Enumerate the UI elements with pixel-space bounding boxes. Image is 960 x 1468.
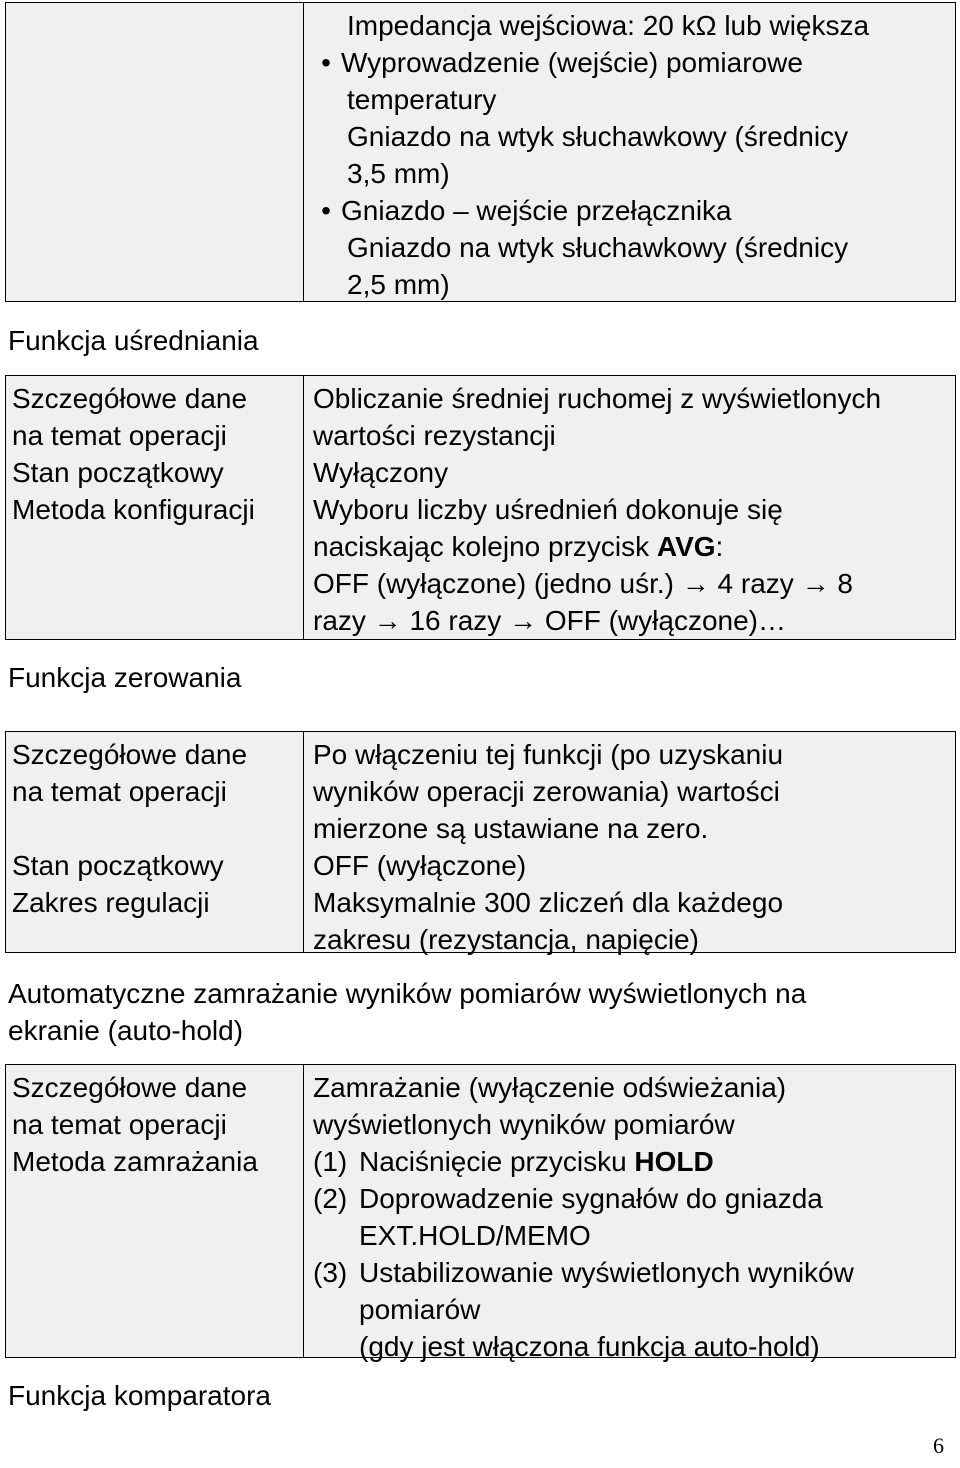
method-label: Metoda zamrażania bbox=[12, 1146, 258, 1177]
autohold-heading: Automatyczne zamrażanie wyników pomiarów wyświetlonych na ekranie (auto-hold) bbox=[8, 978, 807, 1046]
impedance-text: Impedancja wejściowa: 20 kΩ lub większa bbox=[347, 10, 870, 41]
bullet-text: Gniazdo na wtyk słuchawkowy (średnicy bbox=[347, 232, 849, 263]
avg-key-label: AVG bbox=[656, 531, 716, 562]
initial-label: Stan początkowy bbox=[12, 850, 224, 881]
zero-details-row bbox=[6, 736, 955, 847]
method-item-1: (1) Naciśnięcie przycisku HOLD bbox=[313, 1146, 714, 1177]
range-value: Maksymalnie 300 zliczeń dla każdego zakresu (rezystancja, napięcie) bbox=[313, 887, 784, 955]
bullet-temperature-input bbox=[311, 44, 951, 81]
bullet-text: Gniazdo na wtyk słuchawkowy (średnicy bbox=[347, 121, 849, 152]
autohold-details-row bbox=[6, 1069, 955, 1143]
bullet-text: 3,5 mm) bbox=[347, 158, 450, 189]
range-label: Zakres regulacji bbox=[12, 887, 210, 918]
method-item-3: (3) Ustabilizowanie wyświetlonych wyników pomiarów (gdy jest włączona funkcja auto-hold) bbox=[313, 1257, 854, 1362]
method-item-2: (2) Doprowadzenie sygnałów do gniazda EXT.HOLD/MEMO bbox=[313, 1183, 823, 1251]
zero-box bbox=[5, 731, 956, 953]
zero-initial-row bbox=[6, 847, 955, 884]
initial-value: OFF (wyłączone) bbox=[313, 850, 527, 881]
comparator-heading: Funkcja komparatora bbox=[8, 1380, 272, 1411]
bullet-switch-input bbox=[311, 192, 951, 229]
details-label: Szczegółowe dane na temat operacji bbox=[12, 739, 248, 807]
config-value: Wyboru liczby uśrednień dokonuje się naciskając kolejno przycisk AVG: OFF (wyłączone) (jedno uśr.) → 4 razy → 8 razy → 16 razy → OFF (wyłączone)… bbox=[313, 494, 853, 636]
column-divider bbox=[303, 3, 304, 301]
details-label: Szczegółowe dane na temat operacji bbox=[12, 383, 248, 451]
averaging-heading: Funkcja uśredniania bbox=[8, 325, 259, 356]
averaging-details-row bbox=[6, 380, 955, 454]
initial-value: Wyłączony bbox=[313, 457, 449, 488]
bullet-text: temperatury bbox=[347, 84, 497, 115]
bullet-text: Gniazdo – wejście przełącznika bbox=[341, 195, 732, 226]
hold-key-label: HOLD bbox=[634, 1146, 714, 1177]
bullet-text: Wyprowadzenie (wejście) pomiarowe bbox=[341, 47, 803, 78]
autohold-box bbox=[5, 1064, 956, 1362]
averaging-initial-row bbox=[6, 454, 955, 491]
config-label: Metoda konfiguracji bbox=[12, 494, 255, 525]
input-spec-box bbox=[5, 2, 956, 302]
autohold-method-row bbox=[6, 1143, 955, 1365]
zero-range-row bbox=[6, 884, 955, 958]
details-value: Zamrażanie (wyłączenie odświeżania) wyświetlonych wyników pomiarów bbox=[313, 1072, 787, 1140]
bullet-icon: • bbox=[321, 47, 331, 78]
method-value bbox=[303, 1143, 955, 1365]
initial-label: Stan początkowy bbox=[12, 457, 224, 488]
bullet-icon: • bbox=[321, 195, 331, 226]
details-value: Obliczanie średniej ruchomej z wyświetlonych wartości rezystancji bbox=[313, 383, 882, 451]
details-label: Szczegółowe dane na temat operacji bbox=[12, 1072, 248, 1140]
page-number: 6 bbox=[933, 1433, 944, 1458]
averaging-box bbox=[5, 375, 956, 640]
zero-heading: Funkcja zerowania bbox=[8, 662, 242, 693]
averaging-config-row bbox=[6, 491, 955, 639]
bullet-text: 2,5 mm) bbox=[347, 269, 450, 300]
details-value: Po włączeniu tej funkcji (po uzyskaniu wyników operacji zerowania) wartości mierzone są ustawiane na zero. bbox=[313, 739, 784, 844]
